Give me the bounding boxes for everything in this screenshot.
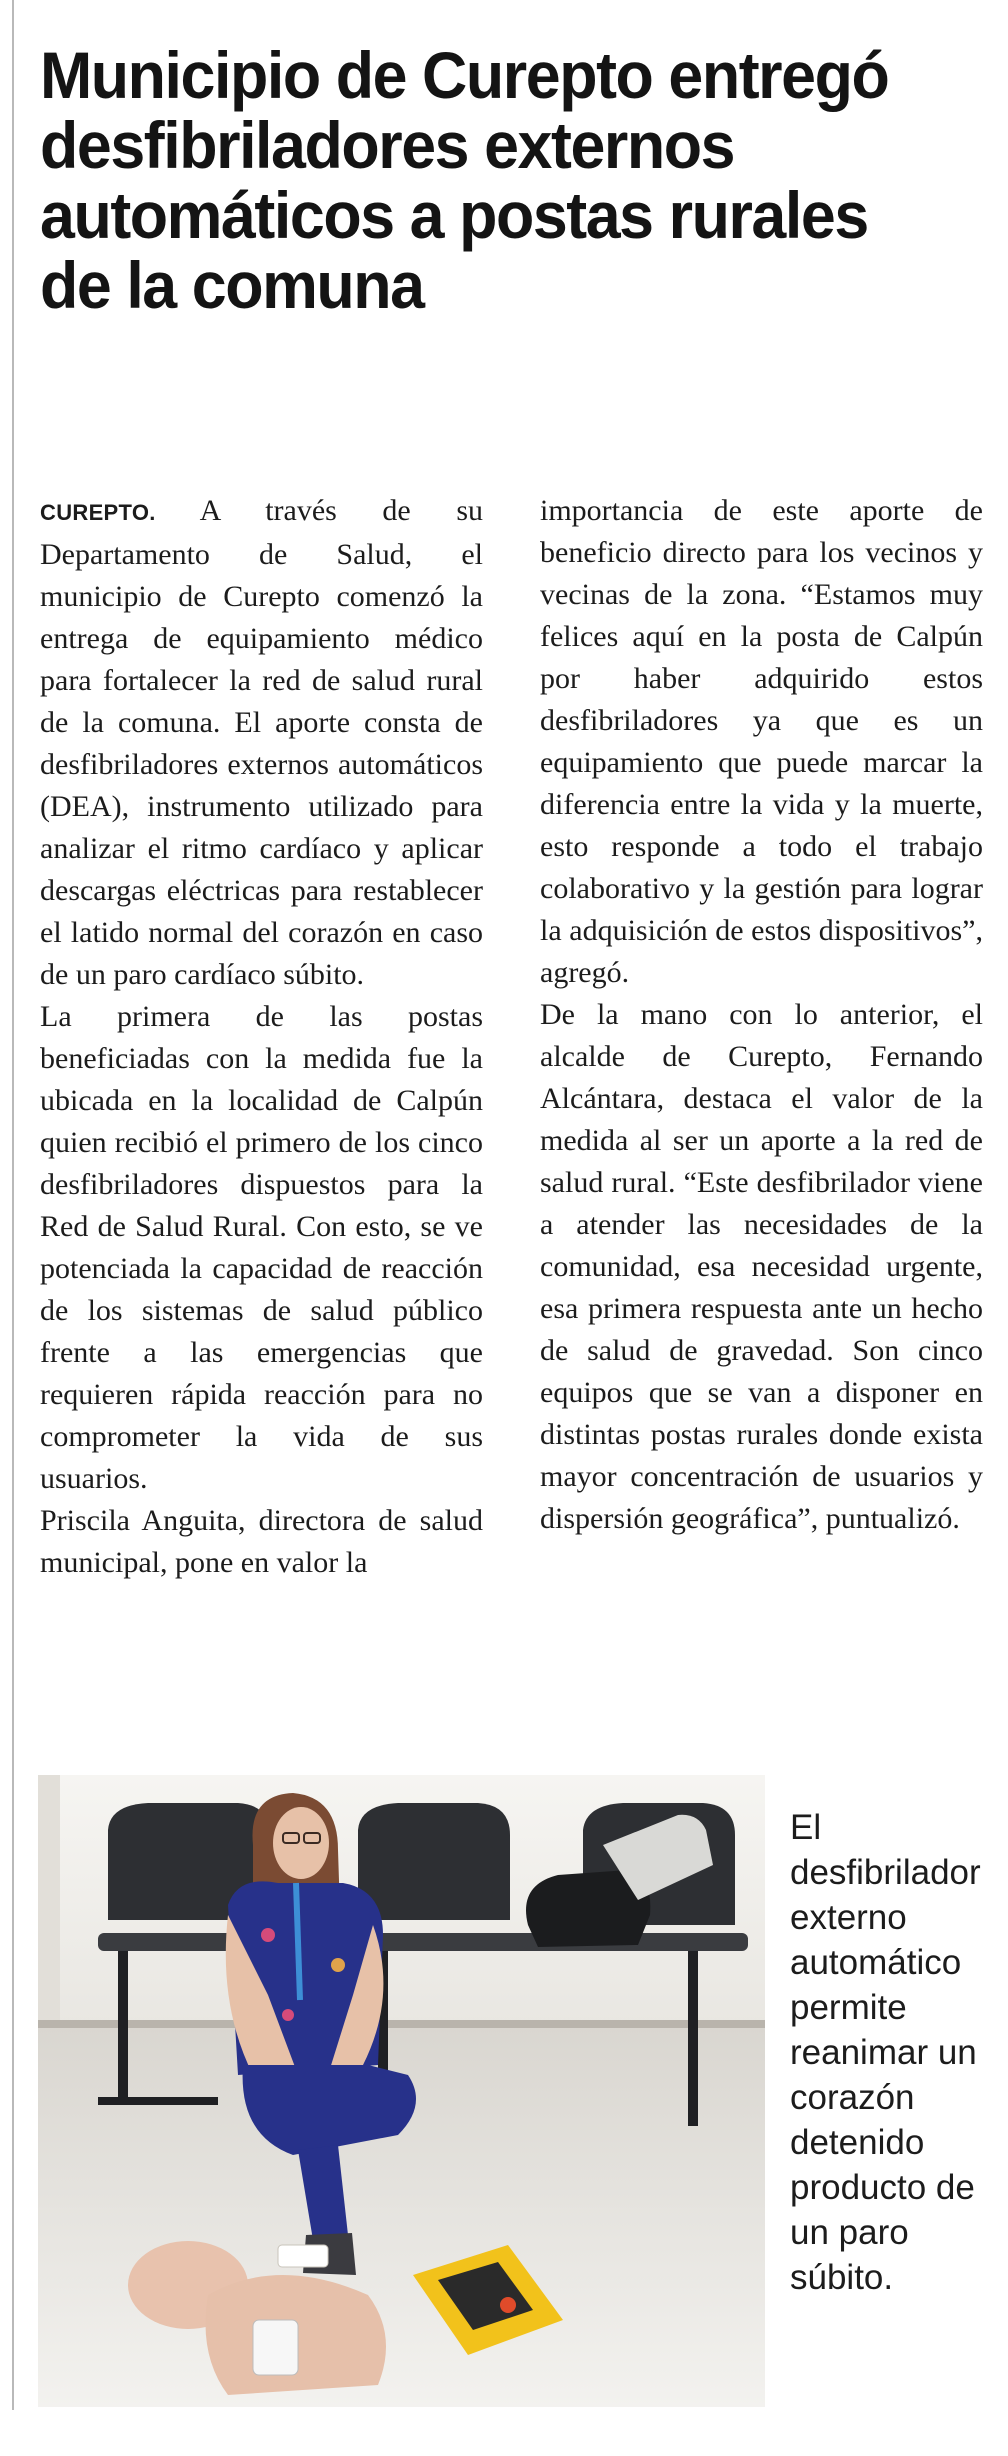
article-paragraph: Priscila Anguita, directora de salud municipal, pone en valor la	[40, 1504, 483, 1579]
article-paragraph: De la mano con lo anterior, el alcalde de Curepto, Fernando Alcántara, destaca el valor de la medida al ser un aporte a la red de salud rural. “Este desfibrilador viene a atender las necesidades de la comunidad, esa necesidad urgente, esa primera respuesta ante un hecho de salud de gravedad. Son cinco equipos que se van a disponer en distintas postas rurales donde exista mayor concentración de usuarios y dispersión geográfica”, puntualizó.	[540, 998, 983, 1535]
headline: Municipio de Curepto entregó desfibriladores externos automáticos a postas rurales de la comuna	[40, 38, 889, 322]
wall-panel	[38, 1775, 60, 2025]
article-paragraph	[40, 490, 483, 996]
dateline: CUREPTO.	[40, 500, 156, 525]
photo-caption: El desfibrilador externo automático permite reanimar un corazón detenido producto de un paro súbito.	[790, 1808, 981, 2297]
photo-health-worker-with-defibrillator	[38, 1775, 765, 2407]
baseboard	[38, 2020, 765, 2028]
column-rule	[12, 0, 14, 2410]
photo-illustration	[38, 1775, 765, 2407]
article-paragraph: La primera de las postas beneficiadas con la medida fue la ubicada en la localidad de Calpún quien recibió el primero de los cinco desfibriladores dispuestos para la Red de Salud Rural. Con esto, se ve potenciada la capacidad de reacción de los sistemas de salud público frente a las emergencias que requieren rápida reacción para no comprometer la vida de sus usuarios.	[40, 1000, 483, 1495]
article-paragraph: importancia de este aporte de beneficio directo para los vecinos y vecinas de la zona. “Estamos muy felices aquí en la posta de Calpún por haber adquirido estos desfibriladores ya que es un equipamiento que puede marcar la diferencia entre la vida y la muerte, esto responde a todo el trabajo colaborativo y la gestión para lograr la adquisición de estos dispositivos”, agregó.	[540, 494, 983, 989]
article-column-left	[40, 490, 483, 1584]
paragraph-text: A través de su Departamento de Salud, el municipio de Curepto comenzó la entrega de equipamiento médico para fortalecer la red de salud rural de la comuna. El aporte consta de desfibriladores externos automáticos (DEA), instrumento utilizado para analizar el ritmo cardíaco y aplicar descargas eléctricas para restablecer el latido normal del corazón en caso de un paro cardíaco súbito.	[40, 494, 483, 991]
article-column-right	[540, 490, 983, 1540]
